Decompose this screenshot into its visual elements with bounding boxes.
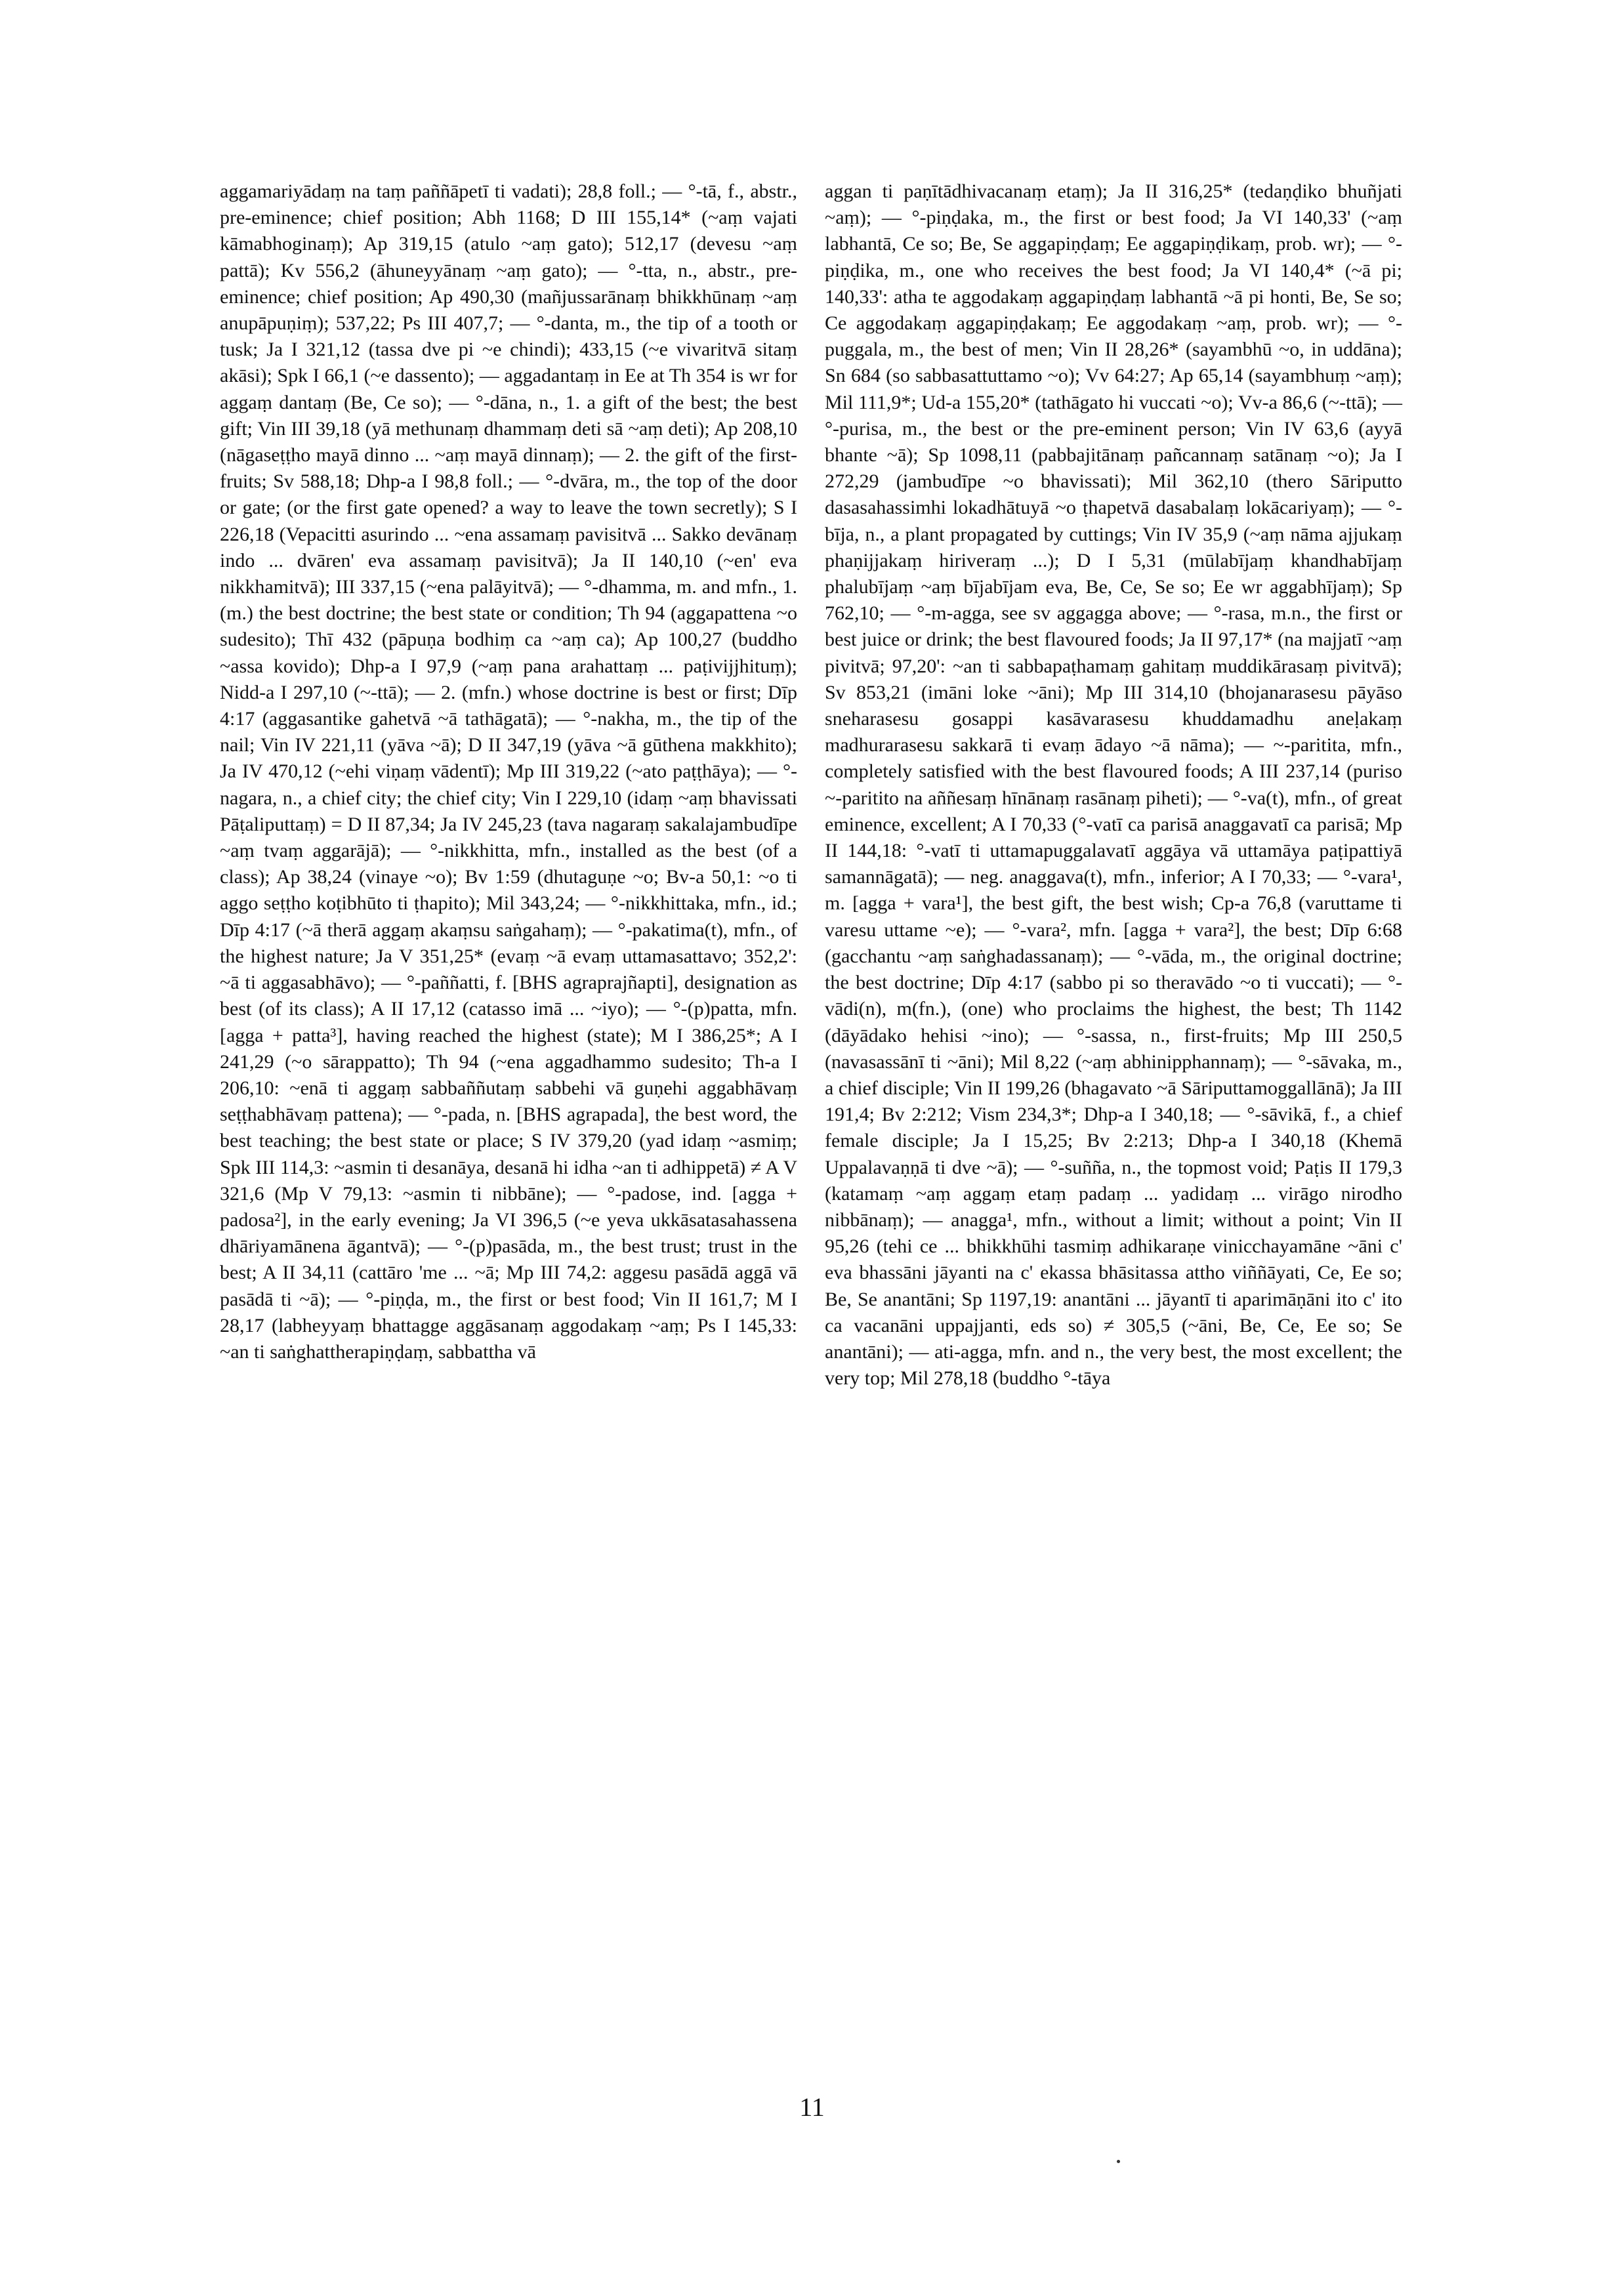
page-number: 11 [799, 2092, 825, 2122]
stray-dot-mark [1117, 2160, 1120, 2163]
right-column-text: aggan ti paṇītādhivacanaṃ etaṃ); Ja II 316,25* (tedaṇḍiko bhuñjati ~aṃ); — °-piṇḍaka, m., the first or best food; Ja VI 140,33' (~aṃ labhantā, Ce so; Be, Se aggapiṇḍaṃ; Ee aggapiṇḍikaṃ, prob. wr); — °-piṇḍika, m., one who receives the best food; Ja VI 140,4* (~ā pi; 140,33': atha te aggodakaṃ aggapiṇḍaṃ labhantā ~ā pi honti, Be, Se so; Ce aggodakaṃ aggapiṇḍakaṃ; Ee aggodakaṃ ~aṃ, prob. wr); — °-puggala, m., the best of men; Vin II 28,26* (sayambhū ~o, in uddāna); Sn 684 (so sabbasattuttamo ~o); Vv 64:27; Ap 65,14 (sayambhuṃ ~aṃ); Mil 111,9*; Ud-a 155,20* (tathāgato hi vuccati ~o); Vv-a 86,6 (~-ttā); — °-purisa, m., the best or the pre-eminent person; Vin IV 63,6 (ayyā bhante ~ā); Sp 1098,11 (pabbajitānaṃ pañcannaṃ satānaṃ ~o); Ja I 272,29 (jambudīpe ~o bhavissati); Mil 362,10 (thero Sāriputto dasasahassimhi lokadhātuyā ~o ṭhapetvā dasabalaṃ lokācariyaṃ); — °-bīja, n., a plant propagated by cuttings; Vin IV 35,9 (~aṃ nāma ajjukaṃ phaṇijjakaṃ hiriveraṃ ...); D I 5,31 (mūlabījaṃ khandhabījaṃ phalubījaṃ ~aṃ bījabījam eva, Be, Ce, Se so; Ee wr aggabhījaṃ); Sp 762,10; — °-m-agga, see sv aggagga above; — °-rasa, m.n., the first or best juice or drink; the best flavoured foods; Ja II 97,17* (na majjatī ~aṃ pivitvā; 97,20': ~an ti sabbapaṭhamaṃ gahitaṃ muddikārasaṃ pivitvā); Sv 853,21 (imāni loke ~āni); Mp III 314,10 (bhojanarasesu pāyāso sneharasesu gosappi kasāvarasesu khuddamadhu aneḷakaṃ madhurarasesu sakkarā ti evaṃ ādayo ~ā nāma); — ~-paritita, mfn., completely satisfied with the best flavoured foods; A III 237,14 (puriso ~-paritito na aññesaṃ hīnānaṃ rasānaṃ piheti); — °-va(t), mfn., of great eminence, excellent; A I 70,33 (°-vatī ca parisā anaggavatī ca parisā; Mp II 144,18: °-vatī ti uttamapuggalavatī aggāya vā uttamāya paṭipattiyā samannāgatā); — neg. anaggava(t), mfn., inferior; A I 70,33; — °-vara¹, m. [agga + vara¹], the best gift, the best wish; Cp-a 76,8 (varuttame ti varesu uttame ~e); — °-vara², mfn. [agga + vara²], the best; Dīp 6:68 (gacchantu ~aṃ saṅghadassanaṃ); — °-vāda, m., the original doctrine; the best doctrine; Dīp 4:17 (sabbo pi so theravādo ~o ti vuccati); — °-vādi(n), m(fn.), (one) who proclaims the highest, the best; Th 1142 (dāyādako hehisi ~ino); — °-sassa, n., first-fruits; Mp III 250,5 (navasassānī ti ~āni); Mil 8,22 (~aṃ abhinipphannaṃ); — °-sāvaka, m., a chief disciple; Vin II 199,26 (bhagavato ~ā Sāriputtamoggallānā); Ja III 191,4; Bv 2:212; Vism 234,3*; Dhp-a I 340,18; — °-sāvikā, f., a chief female disciple; Ja I 15,25; Bv 2:213; Dhp-a I 340,18 (Khemā Uppalavaṇṇā ti dve ~ā); — °-suñña, n., the topmost void; Paṭis II 179,3 (katamaṃ ~aṃ aggaṃ etaṃ padaṃ ... yadidaṃ ... virāgo nirodho nibbānaṃ); — anagga¹, mfn., without a limit; without a point; Vin II 95,26 (tehi ce ... bhikkhūhi tasmiṃ adhikaraṇe vinicchayamāne ~āni c' eva bhassāni jāyanti na c' ekassa bhāsitassa attho viññāyati, Ce, Ee so; Be, Se anantāni; Sp 1197,19: anantāni ... jāyantī ti aparimāṇāni ito c' ito ca vacanāni uppajjanti, eds so) ≠ 305,5 (~āni, Be, Ce, Ee so; Se anantāni); — ati-agga, mfn. and n., the very best, the most excellent; the very top; Mil 278,18 (buddho °-tāya [825, 180, 1402, 1390]
left-column [220, 178, 797, 1365]
right-column [825, 178, 1402, 1392]
left-column-text: aggamariyādaṃ na taṃ paññāpetī ti vadati); 28,8 foll.; — °-tā, f., abstr., pre-eminence; chief position; Abh 1168; D III 155,14* (~aṃ vajati kāmabhoginaṃ); Ap 319,15 (atulo ~aṃ gato); 512,17 (devesu ~aṃ pattā); Kv 556,2 (āhuneyyānaṃ ~aṃ gato); — °-tta, n., abstr., pre-eminence; chief position; Ap 490,30 (mañjussarānaṃ bhikkhūnaṃ ~aṃ anupāpuṇiṃ); 537,22; Ps III 407,7; — °-danta, m., the tip of a tooth or tusk; Ja I 321,12 (tassa dve pi ~e chindi); 433,15 (~e vivaritvā sitaṃ akāsi); Spk I 66,1 (~e dassento); — aggadantaṃ in Ee at Th 354 is wr for aggaṃ dantaṃ (Be, Ce so); — °-dāna, n., 1. a gift of the best; the best gift; Vin III 39,18 (yā methunaṃ dhammaṃ deti sā ~aṃ deti); Ap 208,10 (nāgaseṭṭho mayā dinno ... ~aṃ mayā dinnaṃ); — 2. the gift of the first-fruits; Sv 588,18; Dhp-a I 98,8 foll.; — °-dvāra, m., the top of the door or gate; (or the first gate opened? a way to leave the town secretly); S I 226,18 (Vepacitti asurindo ... ~ena assamaṃ pavisitvā ... Sakko devānaṃ indo ... dvāren' eva assamaṃ pavisitvā); Ja II 140,10 (~en' eva nikkhamitvā); III 337,15 (~ena palāyitvā); — °-dhamma, m. and mfn., 1. (m.) the best doctrine; the best state or condition; Th 94 (aggapattena ~o sudesito); Thī 432 (pāpuṇa bodhiṃ ca ~aṃ ca); Ap 100,27 (buddho ~assa kovido); Dhp-a I 97,9 (~aṃ pana arahattaṃ ... paṭivijjhituṃ); Nidd-a I 297,10 (~-ttā); — 2. (mfn.) whose doctrine is best or first; Dīp 4:17 (aggasantike gahetvā ~ā tathāgatā); — °-nakha, m., the tip of the nail; Vin IV 221,11 (yāva ~ā); D II 347,19 (yāva ~ā gūthena makkhito); Ja IV 470,12 (~ehi viṇaṃ vādentī); Mp III 319,22 (~ato paṭṭhāya); — °-nagara, n., a chief city; the chief city; Vin I 229,10 (idaṃ ~aṃ bhavissati Pāṭaliputtaṃ) = D II 87,34; Ja IV 245,23 (tava nagaraṃ sakalajambudīpe ~aṃ tvaṃ aggarājā); — °-nikkhitta, mfn., installed as the best (of a class); Ap 38,24 (vinaye ~o); Bv 1:59 (dhutaguṇe ~o; Bv-a 50,1: ~o ti aggo seṭṭho koṭibhūto ti ṭhapito); Mil 343,24; — °-nikkhittaka, mfn., id.; Dīp 4:17 (~ā therā aggaṃ akaṃsu saṅgahaṃ); — °-pakatima(t), mfn., of the highest nature; Ja V 351,25* (evaṃ ~ā evaṃ uttamasattavo; 352,2': ~ā ti aggasabhāvo); — °-paññatti, f. [BHS agraprajñapti], designation as best (of its class); A II 17,12 (catasso imā ... ~iyo); — °-(p)patta, mfn. [agga + patta³], having reached the highest (state); M I 386,25*; A I 241,29 (~o sārappatto); Th 94 (~ena aggadhammo sudesito; Th-a I 206,10: ~enā ti aggaṃ sabbaññutaṃ sabbehi vā guṇehi aggabhāvaṃ seṭṭhabhāvaṃ pattena); — °-pada, n. [BHS agrapada], the best word, the best teaching; the best state or place; S IV 379,20 (yad idaṃ ~asmiṃ; Spk III 114,3: ~asmin ti desanāya, desanā hi idha ~an ti adhippetā) ≠ A V 321,6 (Mp V 79,13: ~asmin ti nibbāne); — °-padose, ind. [agga + padosa²], in the early evening; Ja VI 396,5 (~e yeva ukkāsatasahassena dhāriyamānena āgantvā); — °-(p)pasāda, m., the best trust; trust in the best; A II 34,11 (cattāro 'me ... ~ā; Mp III 74,2: aggesu pasādā aggā vā pasādā ti ~ā); — °-piṇḍa, m., the first or best food; Vin II 161,7; M I 28,17 (labheyyaṃ bhattagge aggāsanaṃ aggodakaṃ ~aṃ; Ps I 145,33: ~an ti saṅghattherapiṇḍaṃ, sabbattha vā [220, 180, 797, 1363]
